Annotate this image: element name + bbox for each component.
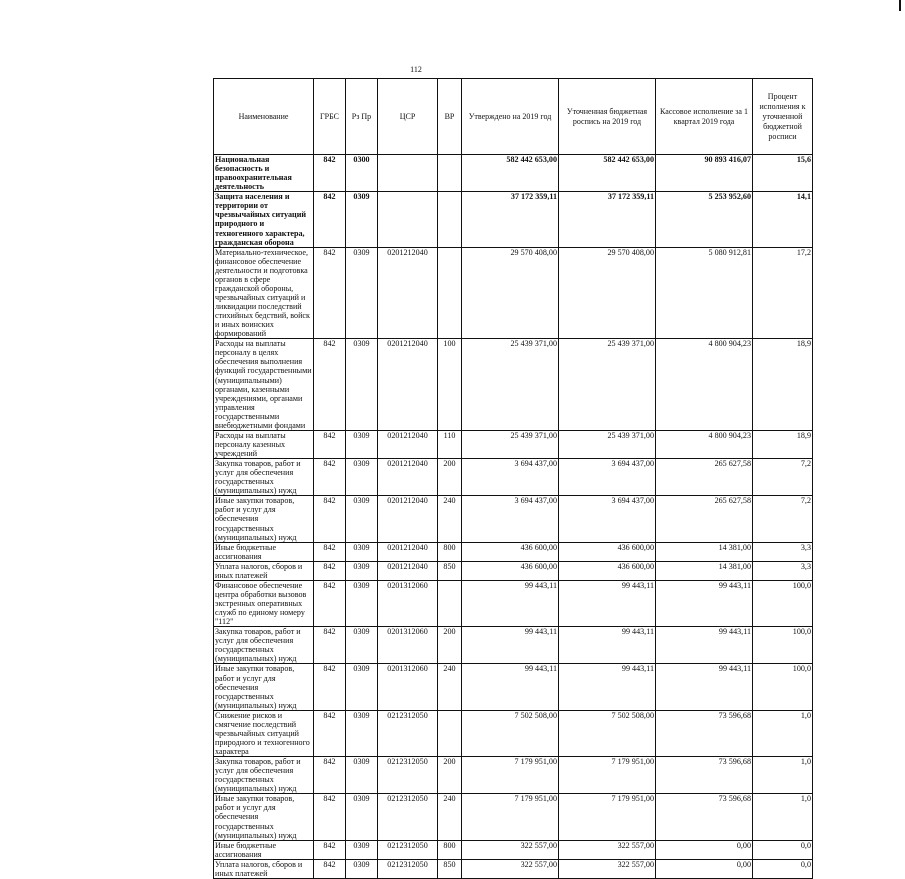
row-name: Иные бюджетные ассигнования [214,542,314,561]
row-name: Снижение рисков и смягчение последствий чрезвычайных ситуаций природного и техногенного характера [214,710,314,756]
row-rzpr: 0309 [346,580,378,626]
row-vr: 800 [438,542,462,561]
row-percent: 7,2 [753,496,813,542]
row-approved: 25 439 371,00 [462,430,559,458]
row-grbs: 842 [314,840,346,859]
row-csr: 0212312050 [378,710,438,756]
header-refined: Уточненная бюджетная роспись на 2019 год [559,79,656,155]
row-refined: 436 600,00 [559,542,656,561]
row-vr [438,580,462,626]
row-approved: 99 443,11 [462,580,559,626]
header-percent: Процент исполнения к уточненной бюджетной росписи [753,79,813,155]
row-percent: 18,9 [753,430,813,458]
row-percent: 3,3 [753,542,813,561]
row-cash: 4 800 904,23 [656,430,753,458]
row-refined: 582 442 653,00 [559,155,656,192]
row-csr: 0212312050 [378,757,438,794]
row-name: Закупка товаров, работ и услуг для обеспечения государственных (муниципальных) нужд [214,757,314,794]
row-cash: 14 381,00 [656,561,753,580]
row-csr: 0212312050 [378,794,438,840]
row-csr: 0212312050 [378,840,438,859]
row-refined: 7 179 951,00 [559,794,656,840]
row-approved: 436 600,00 [462,561,559,580]
table-row [214,496,813,542]
row-approved: 322 557,00 [462,859,559,878]
header-csr: ЦСР [378,79,438,155]
row-rzpr: 0309 [346,542,378,561]
row-rzpr: 0309 [346,430,378,458]
row-cash: 99 443,11 [656,664,753,710]
row-cash: 14 381,00 [656,542,753,561]
row-name: Национальная безопасность и правоохранительная деятельность [214,155,314,192]
row-percent: 0,0 [753,840,813,859]
row-rzpr: 0309 [346,757,378,794]
row-refined: 25 439 371,00 [559,339,656,431]
row-vr [438,247,462,339]
header-cash: Кассовое исполнение за 1 квартал 2019 года [656,79,753,155]
row-csr: 0201312060 [378,664,438,710]
row-cash: 4 800 904,23 [656,339,753,431]
row-refined: 99 443,11 [559,627,656,664]
row-name: Закупка товаров, работ и услуг для обеспечения государственных (муниципальных) нужд [214,627,314,664]
row-refined: 436 600,00 [559,561,656,580]
row-grbs: 842 [314,459,346,496]
row-name: Иные закупки товаров, работ и услуг для обеспечения государственных (муниципальных) нужд [214,496,314,542]
row-percent: 3,3 [753,561,813,580]
row-name: Финансовое обеспечение центра обработки вызовов экстренных оперативных служб по единому номеру "112" [214,580,314,626]
row-rzpr: 0309 [346,794,378,840]
row-percent: 14,1 [753,192,813,247]
row-vr: 200 [438,757,462,794]
row-cash: 5 253 952,60 [656,192,753,247]
row-approved: 3 694 437,00 [462,496,559,542]
table-row [214,339,813,431]
row-rzpr: 0300 [346,155,378,192]
row-refined: 322 557,00 [559,859,656,878]
row-cash: 90 893 416,07 [656,155,753,192]
row-name: Уплата налогов, сборов и иных платежей [214,859,314,878]
row-csr: 0201212040 [378,339,438,431]
row-csr: 0212312050 [378,859,438,878]
row-grbs: 842 [314,664,346,710]
row-vr: 240 [438,664,462,710]
row-cash: 265 627,58 [656,459,753,496]
row-percent: 0,0 [753,859,813,878]
table-row [214,192,813,247]
row-grbs: 842 [314,561,346,580]
header-approved: Утверждено на 2019 год [462,79,559,155]
page-number: 112 [410,65,422,74]
header-name: Наименование [214,79,314,155]
row-name: Материально-техническое, финансовое обеспечение деятельности и подготовка органов в сфере гражданской обороны, чрезвычайных ситуаций и ликвидации последствий стихийных бедствий, войск и иных воинских формирований [214,247,314,339]
row-csr: 0201212040 [378,542,438,561]
row-refined: 29 570 408,00 [559,247,656,339]
table-row [214,459,813,496]
row-cash: 73 596,68 [656,710,753,756]
row-vr: 850 [438,859,462,878]
header-grbs: ГРБС [314,79,346,155]
row-vr [438,710,462,756]
row-rzpr: 0309 [346,561,378,580]
row-grbs: 842 [314,339,346,431]
row-approved: 582 442 653,00 [462,155,559,192]
row-approved: 7 179 951,00 [462,757,559,794]
row-vr: 800 [438,840,462,859]
table-body [214,155,813,879]
table-row [214,561,813,580]
table-row [214,840,813,859]
row-grbs: 842 [314,794,346,840]
row-name: Закупка товаров, работ и услуг для обеспечения государственных (муниципальных) нужд [214,459,314,496]
table-row [214,710,813,756]
row-percent: 18,9 [753,339,813,431]
row-grbs: 842 [314,627,346,664]
row-grbs: 842 [314,247,346,339]
row-percent: 1,0 [753,757,813,794]
row-approved: 7 502 508,00 [462,710,559,756]
table-row [214,247,813,339]
row-rzpr: 0309 [346,710,378,756]
row-percent: 100,0 [753,580,813,626]
row-rzpr: 0309 [346,496,378,542]
row-rzpr: 0309 [346,664,378,710]
row-approved: 99 443,11 [462,627,559,664]
row-csr: 0201212040 [378,430,438,458]
row-refined: 99 443,11 [559,664,656,710]
row-rzpr: 0309 [346,627,378,664]
row-percent: 1,0 [753,710,813,756]
budget-table [213,78,813,879]
header-vr: ВР [438,79,462,155]
row-rzpr: 0309 [346,840,378,859]
row-approved: 99 443,11 [462,664,559,710]
row-name: Уплата налогов, сборов и иных платежей [214,561,314,580]
row-percent: 100,0 [753,664,813,710]
row-vr: 110 [438,430,462,458]
row-grbs: 842 [314,757,346,794]
table-row [214,542,813,561]
table-row [214,155,813,192]
row-name: Расходы на выплаты персоналу в целях обеспечения выполнения функций государственными (муниципальными) органами, казенными учреждениями, органами управления государственными внебюджетными фондами [215,339,312,430]
row-cash: 99 443,11 [656,580,753,626]
row-csr [378,155,438,192]
row-grbs: 842 [314,430,346,458]
header-rzpr: Рз Пр [346,79,378,155]
row-name: Расходы на выплаты персоналу казенных учреждений [214,430,314,458]
table-row [214,794,813,840]
row-name: Защита населения и территории от чрезвычайных ситуаций природного и техногенного характера, гражданская оборона [214,192,314,247]
row-grbs: 842 [314,192,346,247]
row-cash: 73 596,68 [656,794,753,840]
row-name: Иные закупки товаров, работ и услуг для обеспечения государственных (муниципальных) нужд [214,664,314,710]
row-cash: 0,00 [656,859,753,878]
row-cash: 99 443,11 [656,627,753,664]
row-cash: 0,00 [656,840,753,859]
table-row [214,664,813,710]
row-vr: 240 [438,496,462,542]
row-csr: 0201212040 [378,496,438,542]
row-approved: 37 172 359,11 [462,192,559,247]
row-grbs: 842 [314,580,346,626]
row-percent: 17,2 [753,247,813,339]
row-rzpr: 0309 [346,859,378,878]
row-approved: 436 600,00 [462,542,559,561]
row-rzpr: 0309 [346,339,378,431]
row-rzpr: 0309 [346,247,378,339]
row-refined: 99 443,11 [559,580,656,626]
row-approved: 25 439 371,00 [462,339,559,431]
row-approved: 322 557,00 [462,840,559,859]
row-grbs: 842 [314,710,346,756]
row-csr: 0201212040 [378,247,438,339]
row-refined: 7 179 951,00 [559,757,656,794]
table-row [214,757,813,794]
row-approved: 7 179 951,00 [462,794,559,840]
row-percent: 100,0 [753,627,813,664]
row-vr: 240 [438,794,462,840]
row-csr: 0201212040 [378,561,438,580]
row-vr [438,192,462,247]
row-name: Иные бюджетные ассигнования [214,840,314,859]
row-cash: 5 080 912,81 [656,247,753,339]
row-refined: 25 439 371,00 [559,430,656,458]
row-refined: 3 694 437,00 [559,459,656,496]
row-refined: 3 694 437,00 [559,496,656,542]
row-approved: 3 694 437,00 [462,459,559,496]
row-refined: 37 172 359,11 [559,192,656,247]
row-name: Иные закупки товаров, работ и услуг для обеспечения государственных (муниципальных) нужд [214,794,314,840]
scan-edge-mark [899,0,901,11]
row-percent: 15,6 [753,155,813,192]
row-percent: 7,2 [753,459,813,496]
row-approved: 29 570 408,00 [462,247,559,339]
row-refined: 322 557,00 [559,840,656,859]
table-header [214,79,813,155]
row-vr: 850 [438,561,462,580]
row-rzpr: 0309 [346,192,378,247]
row-vr: 100 [438,339,462,431]
table-row [214,859,813,878]
row-grbs: 842 [314,496,346,542]
row-csr: 0201312060 [378,627,438,664]
table-row [214,580,813,626]
row-refined: 7 502 508,00 [559,710,656,756]
row-csr: 0201212040 [378,459,438,496]
row-vr: 200 [438,627,462,664]
row-rzpr: 0309 [346,459,378,496]
row-grbs: 842 [314,542,346,561]
row-cash: 265 627,58 [656,496,753,542]
row-csr [378,192,438,247]
header-row [214,79,813,155]
row-cash: 73 596,68 [656,757,753,794]
row-grbs: 842 [314,859,346,878]
row-vr: 200 [438,459,462,496]
row-percent: 1,0 [753,794,813,840]
table-row [214,430,813,458]
row-csr: 0201312060 [378,580,438,626]
table-row [214,627,813,664]
row-vr [438,155,462,192]
row-grbs: 842 [314,155,346,192]
